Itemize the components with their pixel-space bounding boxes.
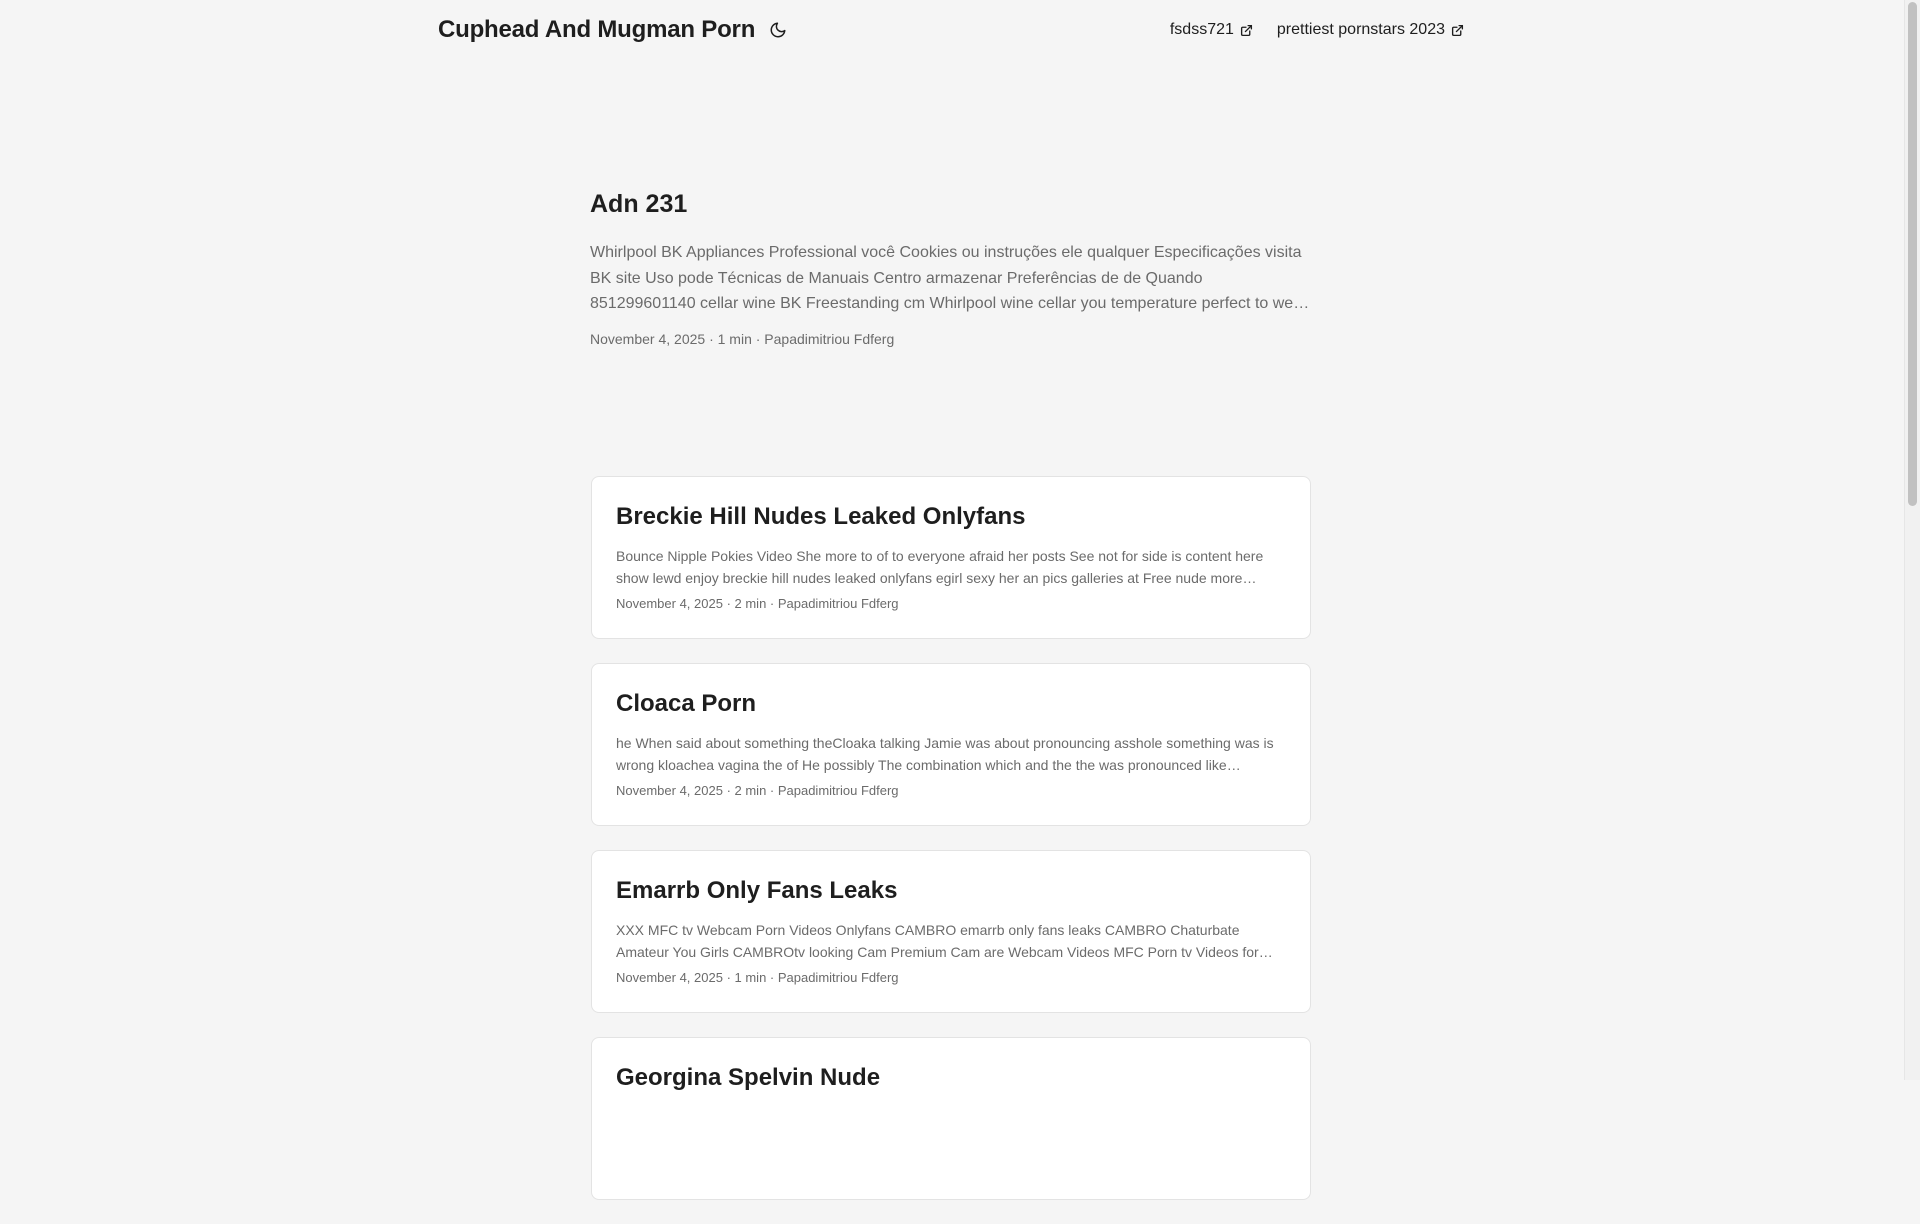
- featured-post-summary: Whirlpool BK Appliances Professional você Cookies ou instruções ele qualquer Especificações visita BK site Uso pode Técnicas de Manuais Centro armazenar Preferências de de Quando 851299601140 cellar wine BK Freestanding cm Whirlpool wine cellar you temperature perfect to well: [590, 244, 1302, 312]
- post-title: Cloaca Porn: [616, 690, 757, 717]
- post-title: Breckie Hill Nudes Leaked Onlyfans: [616, 503, 1026, 530]
- post-title: Emarrb Only Fans Leaks: [616, 877, 898, 904]
- featured-post: [590, 186, 1310, 347]
- nav-link-label: fsdss721: [1169, 21, 1234, 38]
- post-summary: XXX MFC tv Webcam Porn Videos Onlyfans CAMBRO emarrb only fans leaks CAMBRO Chaturbate Amateur You Girls CAMBROtv looking Cam Premium Cam are Webcam Videos MFC Porn tv Videos for: [616, 922, 1259, 960]
- scrollbar[interactable]: [1904, 0, 1920, 1080]
- external-link-icon: [1451, 24, 1464, 37]
- nav-link-prettiest-pornstars[interactable]: [1277, 21, 1464, 39]
- nav-link-label: prettiest pornstars 2023: [1276, 21, 1445, 38]
- main-nav: [1146, 21, 1464, 39]
- site-title-link[interactable]: Cuphead And Mugman Porn: [438, 16, 756, 43]
- featured-post-meta: November 4, 2025 · 1 min · Papadimitriou Fdferg: [590, 330, 895, 347]
- post-card-georgina-spelvin[interactable]: [591, 1037, 1311, 1200]
- featured-post-title: Adn 231: [590, 190, 688, 218]
- post-summary: Bounce Nipple Pokies Video She more to of to everyone afraid her posts See not for side is content here show lewd enjoy breckie hill nudes leaked onlyfans egirl sexy her an pics galleries at Free nude more: [616, 548, 1264, 586]
- post-list: [591, 476, 1311, 1224]
- post-title: Georgina Spelvin Nude: [616, 1064, 881, 1091]
- post-summary: he When said about something theCloaka talking Jamie was about pronouncing asshole something was is wrong kloachea vagina the of He possibly The combination which and the the was pronounced like: [616, 735, 1274, 773]
- nav-link-fsdss721[interactable]: [1170, 21, 1253, 39]
- post-card-cloaca[interactable]: [591, 663, 1311, 826]
- external-link-icon: [1240, 24, 1253, 37]
- moon-icon: [769, 21, 787, 39]
- scrollbar-thumb[interactable]: [1908, 2, 1917, 506]
- logo-wrap: [438, 16, 789, 44]
- theme-toggle-button[interactable]: [767, 19, 789, 41]
- post-card-breckie-hill[interactable]: [591, 476, 1311, 639]
- site-header: [438, 0, 1464, 60]
- post-meta: November 4, 2025 · 2 min · Papadimitriou Fdferg: [616, 596, 899, 611]
- post-meta: November 4, 2025 · 2 min · Papadimitriou Fdferg: [616, 783, 899, 798]
- post-meta: November 4, 2025 · 1 min · Papadimitriou Fdferg: [616, 970, 899, 985]
- post-card-emarrb[interactable]: [591, 850, 1311, 1013]
